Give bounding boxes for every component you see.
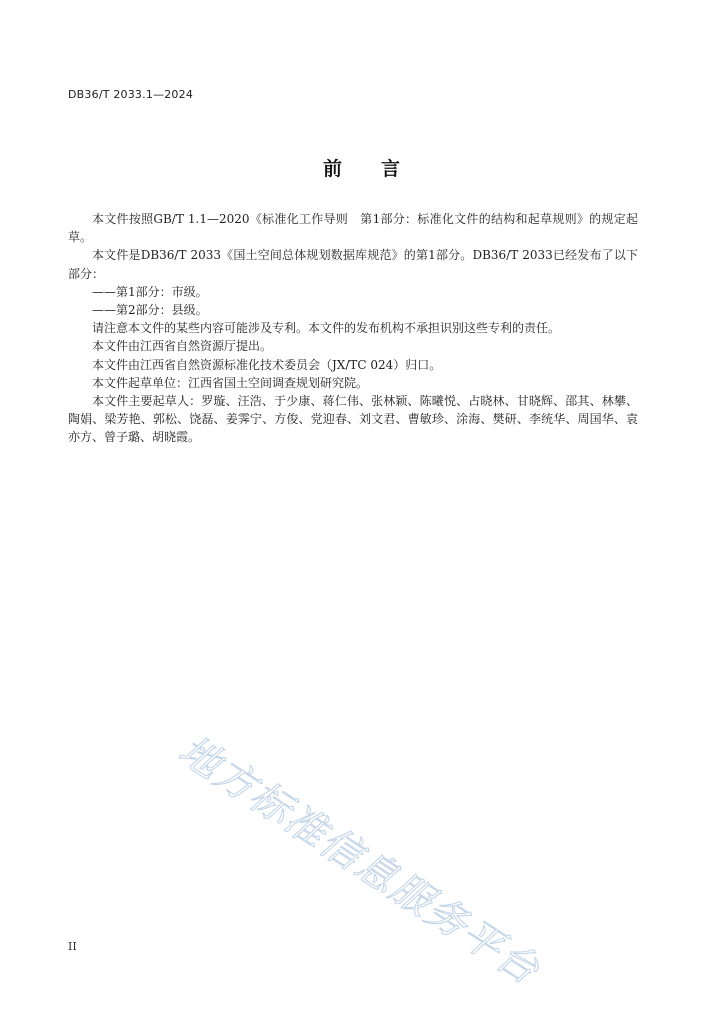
title-char-2: 言 (381, 158, 402, 180)
title-char-1: 前 (322, 158, 343, 180)
watermark-text: 地方标准信息服务平台 (170, 727, 548, 995)
paragraph-proposer: 本文件由江西省自然资源厅提出。 (92, 339, 273, 354)
page-title (0, 154, 724, 181)
paragraph-committee: 本文件由江西省自然资源标准化技术委员会（JX/TC 024）归口。 (92, 357, 442, 372)
page-number: II (68, 940, 77, 953)
paragraph-patent-notice: 请注意本文件的某些内容可能涉及专利。本文件的发布机构不承担识别这些专利的责任。 (92, 321, 561, 336)
document-code: DB36/T 2033.1—2024 (68, 88, 194, 101)
paragraph-series-intro: 本文件是DB36/T 2033《国土空间总体规划数据库规范》的第1部分。DB36/T 2033已经发布了以下部分： (68, 248, 638, 281)
paragraph-drafters: 本文件主要起草人：罗璇、汪浩、于少康、蒋仁伟、张林颖、陈曦悦、占晓林、甘晓辉、邵其、林攀、陶娟、梁芳艳、郭松、饶磊、姜霁宁、方俊、党迎春、刘文君、曹敏珍、涂海、樊研、李统华、周国华、袁亦方、曾子璐、胡晓霞。 (68, 394, 638, 445)
paragraph-drafting-rules: 本文件按照GB/T 1.1—2020《标准化工作导则 第1部分：标准化文件的结构和起草规则》的规定起草。 (68, 212, 638, 245)
list-item-part-2: ——第2部分：县级。 (92, 303, 208, 318)
list-item-part-1: ——第1部分：市级。 (92, 284, 208, 299)
paragraph-drafting-unit: 本文件起草单位：江西省国土空间调查规划研究院。 (92, 375, 369, 390)
foreword-body (68, 210, 638, 447)
